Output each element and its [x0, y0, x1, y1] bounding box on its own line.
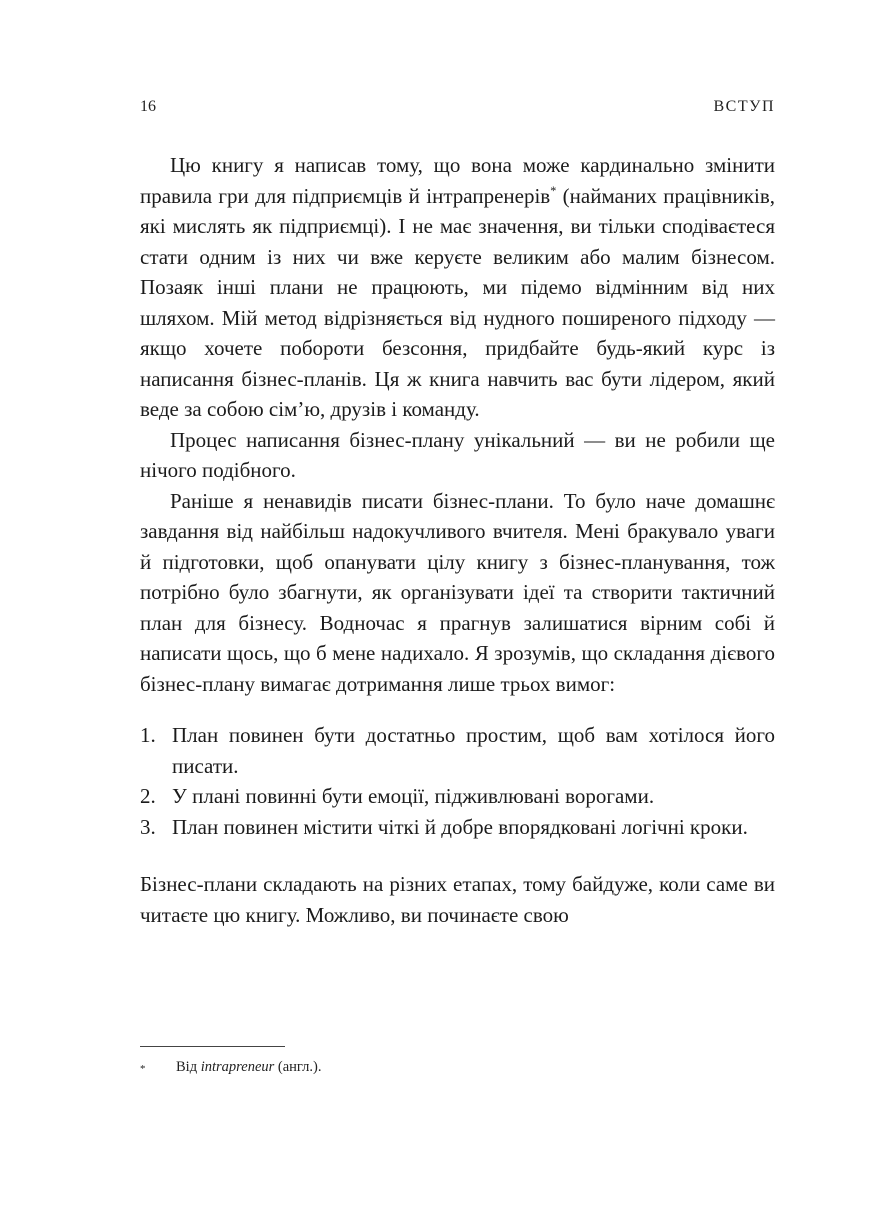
paragraph-2: Процес написання бізнес-плану унікальний — ви не робили ще нічого подібного.: [140, 427, 775, 482]
footnote-marker: *: [140, 1063, 146, 1075]
closing-paragraph: Бізнес-плани складають на різних етапах, тому байдуже, коли саме ви читаєте цю книгу. Можливо, ви починаєте свою: [140, 872, 775, 927]
paragraph-1: [140, 150, 775, 425]
list-item-number: 1.: [140, 723, 156, 747]
numbered-list: [140, 720, 775, 842]
footnote-term: intrapreneur: [200, 1059, 275, 1075]
list-item: [140, 781, 775, 812]
footnote-area: [140, 1046, 775, 1079]
footnote: [140, 1057, 775, 1079]
page-body: [140, 150, 775, 930]
footnote-rule: [140, 1046, 285, 1047]
paragraph-1-text-before: Цю книгу я написав тому, що вона може кардинально змінити правила гри для підприємців й інтрапренерів: [140, 153, 775, 208]
paragraph-1-text-after: (найманих працівників, які мислять як підприємці). І не має значення, ви тільки сподіваєтеся стати одним із них чи вже керуєте великим або малим бізнесом. Позаяк інші плани не працюють, ми підемо відмінним від них шляхом. Мій метод відрізняється від нудного поширеного підходу — якщо хочете побороти безсоння, придбайте будь-який курс із написання бізнес-планів. Ця ж книга навчить вас бути лідером, який веде за собою сімʼю, друзів і команду.: [140, 183, 775, 421]
chapter-title: ВСТУП: [713, 98, 775, 115]
paragraph-3: Раніше я ненавидів писати бізнес-плани. То було наче домашнє завдання від найбільш надокучливого вчителя. Мені бракувало уваги й підготовки, щоб опанувати цілу книгу з бізнес-планування, тож потрібно було збагнути, як організувати ідеї та створити тактичний план для бізнесу. Водночас я прагнув залишатися вірним собі й написати щось, що б мене надихало. Я зрозумів, що складання дієвого бізнес-плану вимагає дотримання лише трьох вимог:: [140, 488, 775, 696]
footnote-suffix: (англ.).: [274, 1059, 322, 1075]
list-item: [140, 720, 775, 781]
footnote-prefix: Від: [176, 1059, 201, 1075]
list-item-text: План повинен бути достатньо простим, щоб вам хотілося його писати.: [172, 723, 775, 778]
footnote-text: [176, 1057, 321, 1079]
list-item: [140, 812, 775, 843]
page-header: [140, 98, 775, 116]
list-item-number: 3.: [140, 814, 156, 839]
footnote-reference-marker: *: [550, 183, 557, 198]
list-item-text: У плані повинні бути емоції, підживлювані ворогами.: [172, 784, 655, 808]
list-item-number: 2.: [140, 784, 156, 808]
list-item-text: План повинен містити чіткі й добре впорядковані логічні кроки.: [172, 814, 748, 839]
page-number: 16: [140, 98, 156, 115]
